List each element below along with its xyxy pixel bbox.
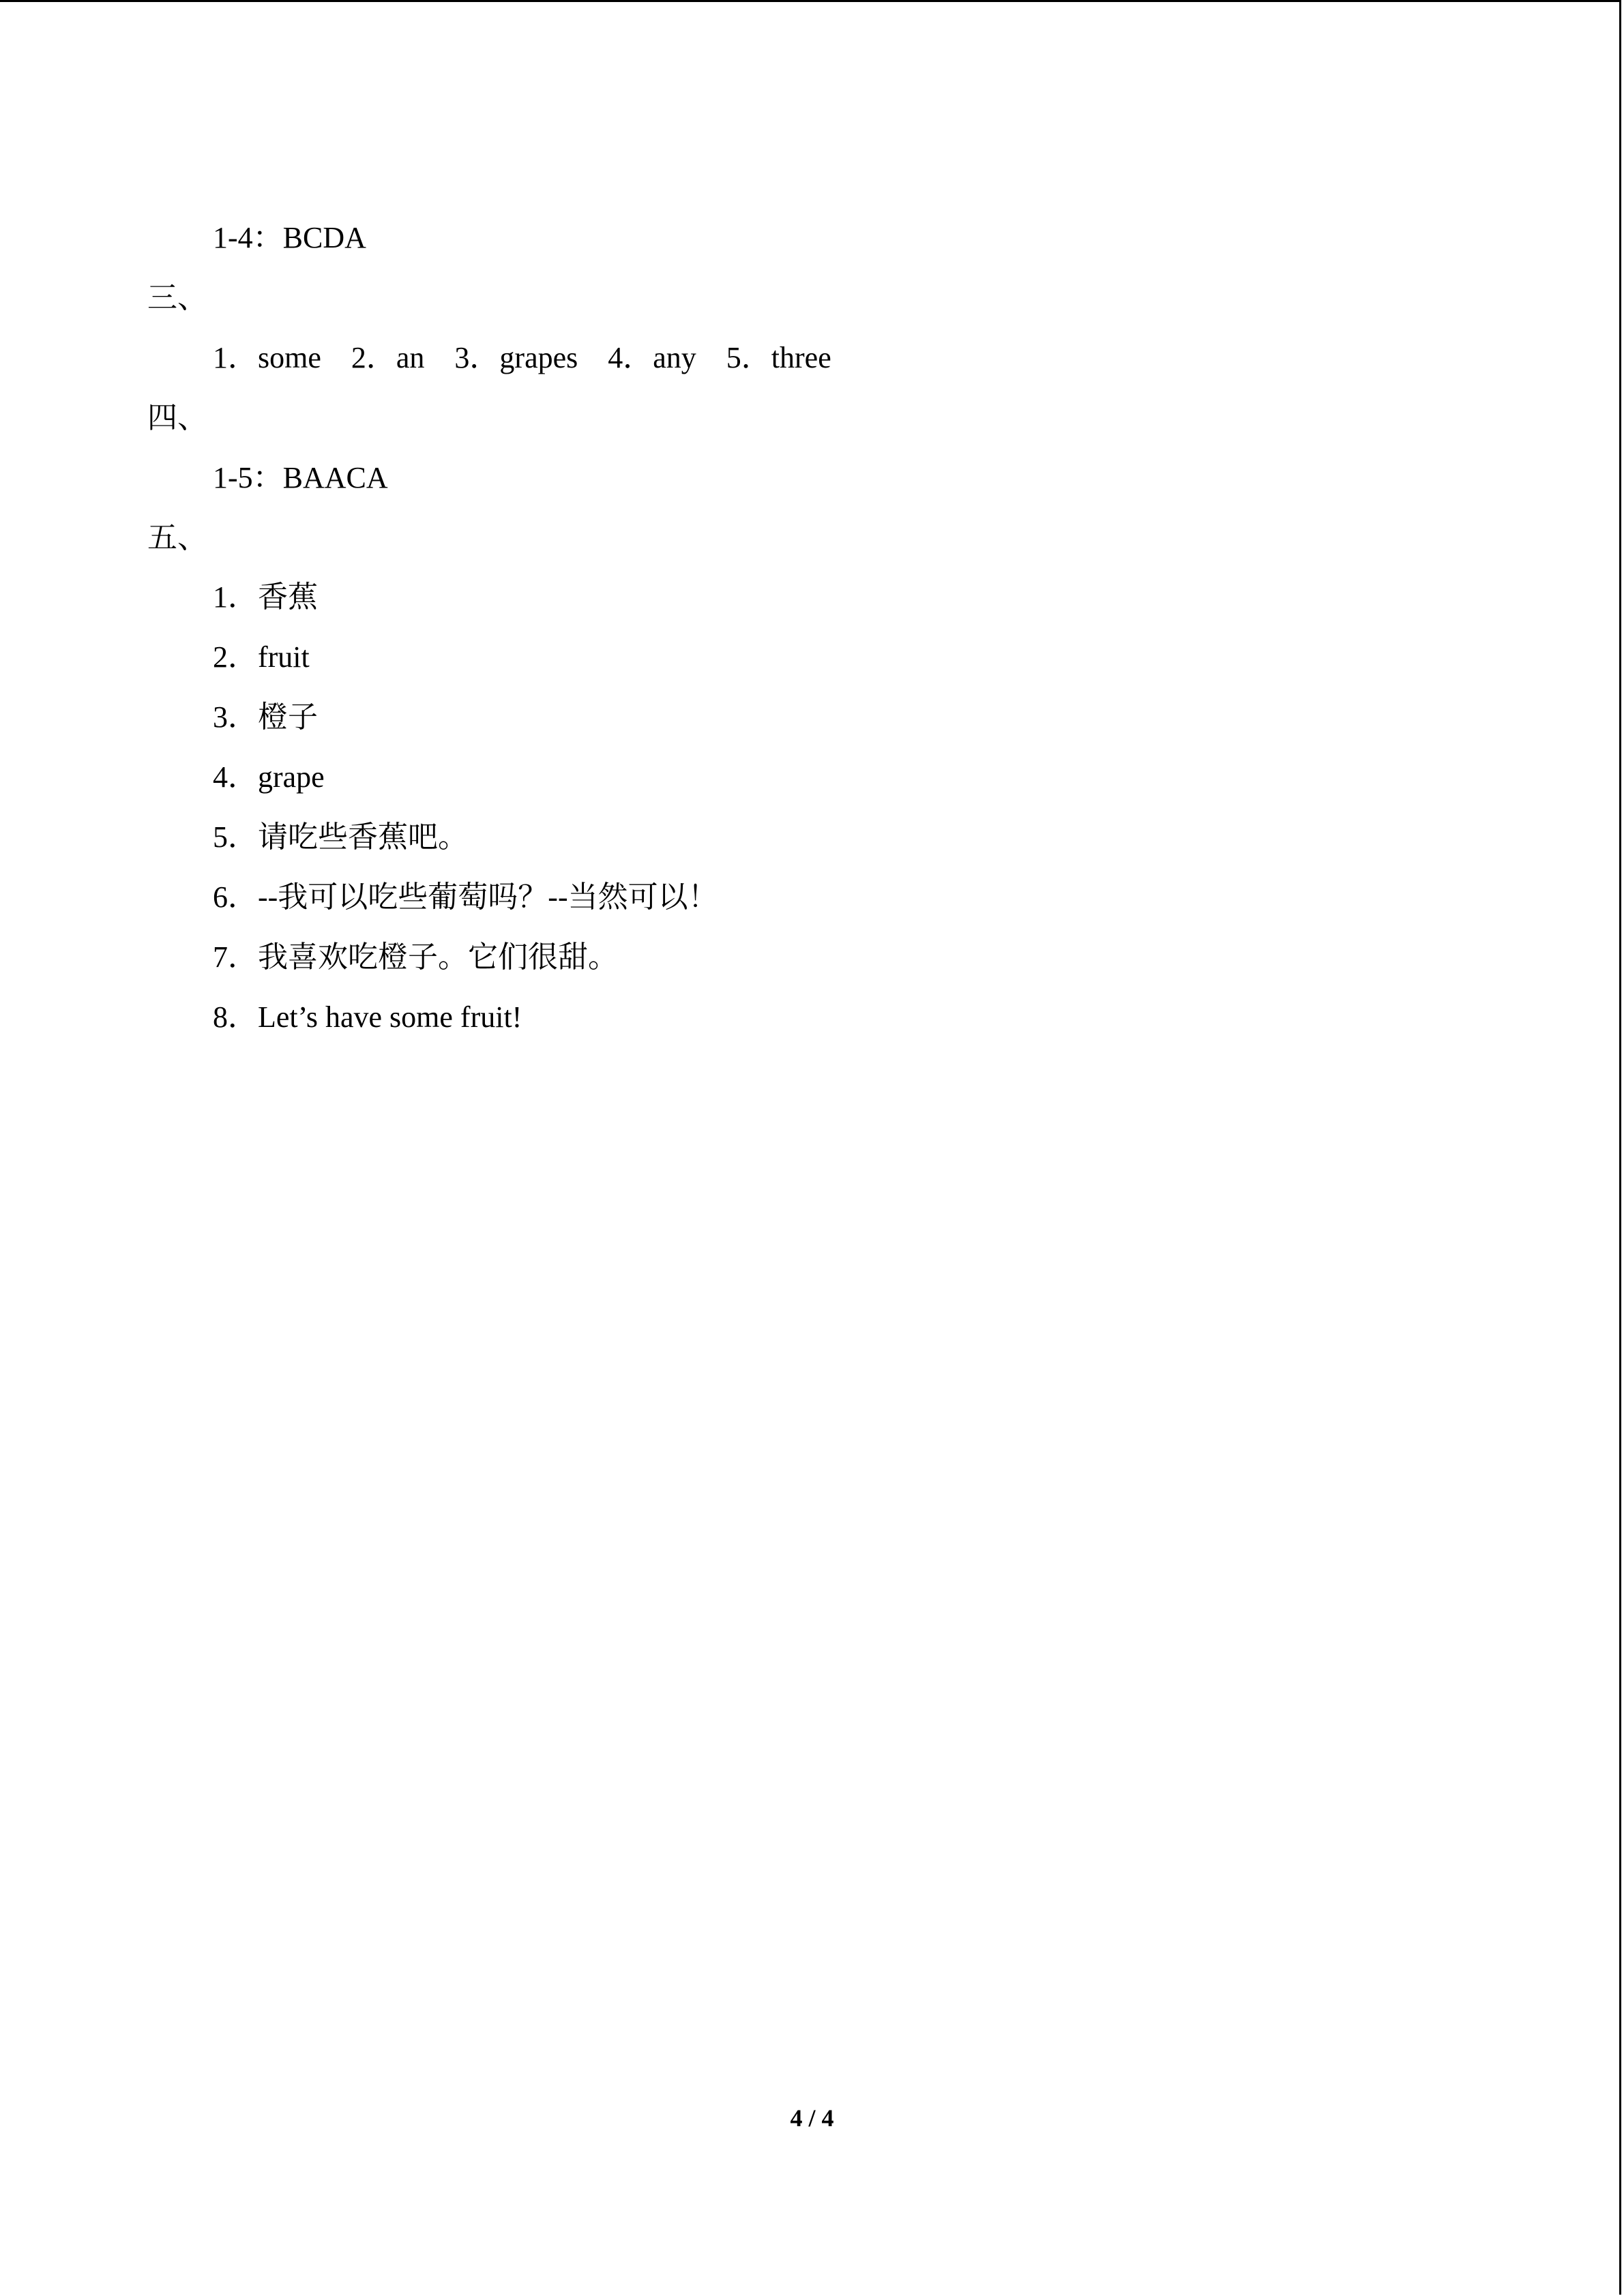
section-5-item-6: 6．--我可以吃些葡萄吗？--当然可以！ <box>213 880 718 914</box>
section-5-item-3: 3．橙子 <box>213 700 318 734</box>
section-heading-4: 四、 <box>147 401 207 434</box>
section-3-answer-2: 2．an <box>351 341 425 374</box>
section-3-answers <box>213 338 831 378</box>
section-5-item-8: 8．Let’s have some fruit! <box>213 1000 522 1034</box>
section-5-item-1: 1．香蕉 <box>213 580 318 614</box>
section-heading-5: 五、 <box>147 521 207 554</box>
section-3-answer-1: 1．some <box>213 341 321 374</box>
answer-line-1-4: 1-4：BCDA <box>213 221 366 254</box>
section-5-item-4: 4．grape <box>213 760 325 794</box>
answer-line-1-5: 1-5：BAACA <box>213 461 388 494</box>
section-5-item-7: 7．我喜欢吃橙子。它们很甜。 <box>213 940 618 974</box>
section-3-answer-4: 4．any <box>608 341 696 374</box>
section-3-answer-3: 3．grapes <box>454 341 578 374</box>
section-heading-3: 三、 <box>147 281 207 314</box>
page-number: 4 / 4 <box>790 2104 834 2132</box>
section-5-item-2: 2．fruit <box>213 640 310 674</box>
section-5-item-5: 5．请吃些香蕉吧。 <box>213 820 468 854</box>
section-3-answer-5: 5．three <box>726 341 831 374</box>
